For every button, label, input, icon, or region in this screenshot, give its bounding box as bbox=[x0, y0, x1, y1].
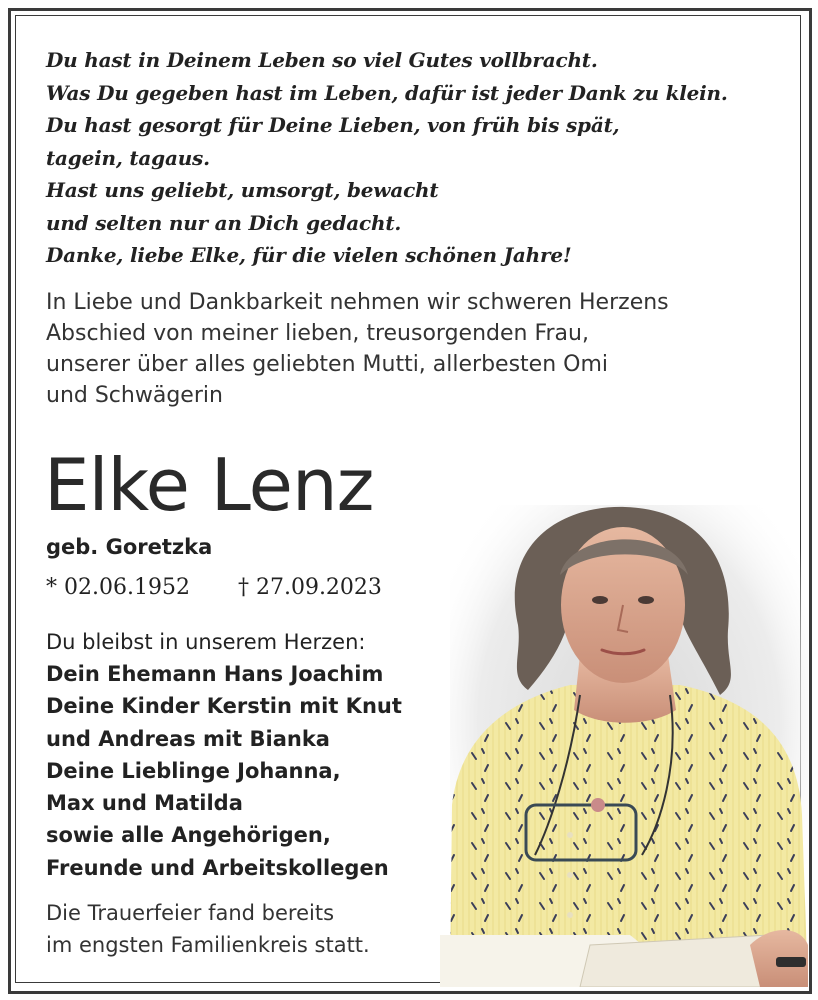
poem-line: tagein, tagaus. bbox=[46, 145, 210, 170]
funeral-line: Die Trauerfeier fand bereits bbox=[46, 901, 335, 925]
intro-line: Abschied von meiner lieben, treusorgenden Frau, bbox=[46, 321, 589, 346]
intro-text bbox=[46, 287, 786, 411]
maiden-name: geb. Goretzka bbox=[46, 535, 213, 559]
poem bbox=[46, 44, 806, 272]
poem-line: Hast uns geliebt, umsorgt, bewacht bbox=[46, 178, 439, 202]
funeral-line: im engsten Familienkreis statt. bbox=[46, 933, 370, 957]
intro-line: und Schwägerin bbox=[46, 383, 223, 408]
poem-line: und selten nur an Dich gedacht. bbox=[46, 210, 402, 235]
mourner-line: Dein Ehemann Hans Joachim bbox=[46, 662, 384, 686]
deceased-name: Elke Lenz bbox=[44, 443, 374, 527]
mourner-line: Deine Lieblinge Johanna, bbox=[46, 758, 341, 783]
poem-line: Du hast in Deinem Leben so viel Gutes vollbracht. bbox=[46, 48, 598, 72]
mourners-list bbox=[46, 658, 402, 884]
mourner-line: Max und Matilda bbox=[46, 791, 243, 816]
funeral-note bbox=[46, 897, 370, 961]
intro-line: unserer über alles geliebten Mutti, allerbesten Omi bbox=[46, 352, 608, 377]
poem-line: Danke, liebe Elke, für die vielen schönen Jahre! bbox=[46, 243, 572, 267]
mourner-line: und Andreas mit Bianka bbox=[46, 726, 330, 751]
birth-date: * 02.06.1952 bbox=[46, 575, 190, 600]
poem-line: Was Du gegeben hast im Leben, dafür ist jeder Dank zu klein. bbox=[46, 80, 728, 105]
death-date: † 27.09.2023 bbox=[237, 575, 382, 600]
poem-line: Du hast gesorgt für Deine Lieben, von früh bis spät, bbox=[46, 113, 620, 137]
mourner-line: sowie alle Angehörigen, bbox=[46, 823, 331, 848]
mourner-line: Freunde und Arbeitskollegen bbox=[46, 855, 389, 880]
mourners-lead: Du bleibst in unserem Herzen: bbox=[46, 630, 366, 654]
portrait-photo bbox=[430, 505, 808, 987]
pendant bbox=[591, 798, 605, 812]
intro-line: In Liebe und Dankbarkeit nehmen wir schweren Herzens bbox=[46, 290, 669, 315]
mourner-line: Deine Kinder Kerstin mit Knut bbox=[46, 694, 402, 719]
life-dates bbox=[46, 572, 382, 604]
